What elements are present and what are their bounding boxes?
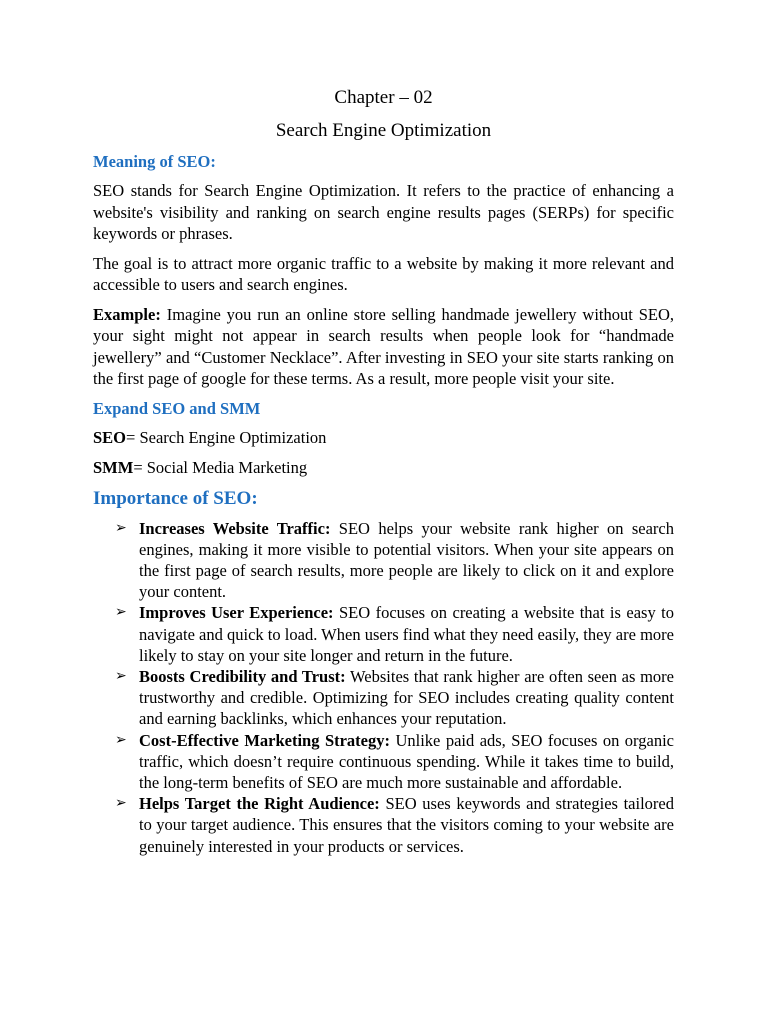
smm-label: SMM bbox=[93, 457, 134, 477]
arrow-bullet-icon: ➢ bbox=[115, 519, 127, 536]
list-item-text: Unlike paid ads, SEO focuses on organic traffic, which doesn’t require continuous spending. While it takes time to build, the long-term benefits of SEO are much more sustainable and affordable. bbox=[139, 730, 674, 792]
list-item-label: Cost-Effective Marketing Strategy: bbox=[139, 730, 390, 750]
meaning-paragraph-1: SEO stands for Search Engine Optimization. It refers to the practice of enhancing a website's visibility and ranking on search engine results pages (SERPs) for specific keywords or phrases. bbox=[93, 181, 674, 243]
list-item-text: SEO helps your website rank higher on search engines, making it more visible to potential visitors. When your site appears on the first page of search results, more people are likely to click on it and explore your content. bbox=[139, 518, 674, 602]
list-item bbox=[93, 730, 674, 794]
example-text: Imagine you run an online store selling handmade jewellery without SEO, your sight might not appear in search results when people look for “handmade jewellery” and “Customer Necklace”. After investing in SEO your site starts ranking on the first page of google for these terms. As a result, more people visit your site. bbox=[93, 304, 674, 388]
list-item-label: Boosts Credibility and Trust: bbox=[139, 666, 346, 686]
seo-label: SEO bbox=[93, 427, 127, 447]
importance-list bbox=[93, 518, 674, 857]
list-item bbox=[93, 518, 674, 603]
seo-expansion-text: = Search Engine Optimization bbox=[126, 427, 327, 447]
meaning-heading: Meaning of SEO: bbox=[93, 152, 216, 171]
seo-expansion bbox=[93, 427, 674, 449]
list-item bbox=[93, 666, 674, 730]
chapter-title: Search Engine Optimization bbox=[275, 120, 492, 141]
list-item bbox=[93, 793, 674, 857]
list-item-label: Improves User Experience: bbox=[139, 603, 334, 623]
list-item-label: Increases Website Traffic: bbox=[139, 518, 331, 538]
smm-expansion-text: = Social Media Marketing bbox=[133, 457, 308, 477]
chapter-number: Chapter – 02 bbox=[334, 87, 433, 108]
arrow-bullet-icon: ➢ bbox=[115, 731, 127, 748]
list-item-label: Helps Target the Right Audience: bbox=[139, 794, 380, 814]
importance-heading: Importance of SEO: bbox=[93, 487, 258, 509]
expand-heading: Expand SEO and SMM bbox=[93, 398, 261, 418]
arrow-bullet-icon: ➢ bbox=[115, 604, 127, 621]
example-paragraph bbox=[93, 304, 674, 390]
arrow-bullet-icon: ➢ bbox=[115, 795, 127, 812]
smm-expansion bbox=[93, 457, 674, 479]
example-label: Example: bbox=[93, 304, 161, 324]
list-item-text: SEO focuses on creating a website that is easy to navigate and quick to load. When users find what they need easily, they are more likely to stay on your site longer and return in the future. bbox=[139, 603, 674, 665]
document-page bbox=[93, 86, 674, 857]
list-item-text: SEO uses keywords and strategies tailored to your target audience. This ensures that the visitors coming to your website are genuinely interested in your products or services. bbox=[139, 794, 674, 856]
meaning-paragraph-2: The goal is to attract more organic traffic to a website by making it more relevant and accessible to users and search engines. bbox=[93, 253, 674, 294]
list-item-text: Websites that rank higher are often seen as more trustworthy and credible. Optimizing for SEO includes creating quality content and earning backlinks, which enhances your reputation. bbox=[139, 666, 674, 729]
list-item bbox=[93, 602, 674, 666]
arrow-bullet-icon: ➢ bbox=[115, 667, 127, 684]
